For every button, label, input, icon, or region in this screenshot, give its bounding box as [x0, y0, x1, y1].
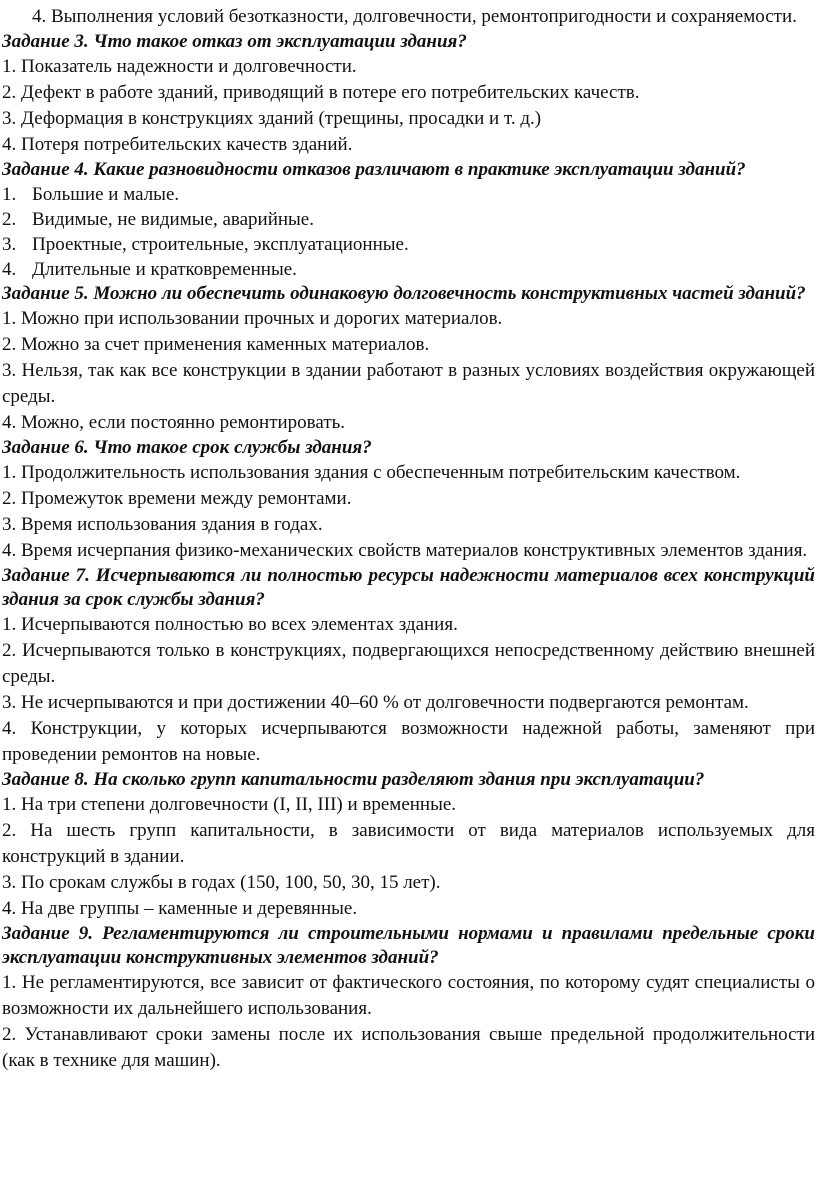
task-3-answer-1: 1. Показатель надежности и долговечности.: [2, 56, 357, 77]
task-4-question: Задание 4. Какие разновидности отказов различают в практике эксплуатации зданий?: [2, 159, 746, 180]
task-7-answer-1: 1. Исчерпываются полностью во всех элементах здания.: [2, 614, 458, 635]
task-8-answer-2: 2. На шесть групп капитальности, в зависимости от вида материалов используемых для конструкций в здании.: [2, 820, 815, 867]
task-8-question: Задание 8. На сколько групп капитальности разделяют здания при эксплуатации?: [2, 769, 705, 790]
list-number: 2.: [2, 209, 17, 230]
task-7-answer-4: 4. Конструкции, у которых исчерпываются возможности надежной работы, заменяют при проведении ремонтов на новые.: [2, 718, 815, 765]
task-7-answer-2: 2. Исчерпываются только в конструкциях, подвергающихся непосредственному действию внешней среды.: [2, 640, 815, 687]
task-9-answer-2: 2. Устанавливают сроки замены после их использования свыше предельной продолжительности (как в технике для машин).: [2, 1024, 815, 1071]
task-9-answer-1: 1. Не регламентируются, все зависит от фактического состояния, по которому судят специалисты о возможности их дальнейшего использования.: [2, 972, 815, 1019]
task-6-answer-2: 2. Промежуток времени между ремонтами.: [2, 488, 352, 509]
task-4-answer-1: [2, 182, 815, 207]
task-6-question: Задание 6. Что такое срок службы здания?: [2, 437, 372, 458]
list-number: 1.: [2, 184, 17, 205]
list-number: 4.: [2, 259, 17, 280]
list-text: Длительные и кратковременные.: [32, 259, 297, 280]
task-5-answer-1: 1. Можно при использовании прочных и дорогих материалов.: [2, 308, 503, 329]
list-text: Проектные, строительные, эксплуатационные.: [32, 234, 409, 255]
task-4-answer-2: [2, 207, 815, 232]
task-9-question: Задание 9. Регламентируются ли строительными нормами и правилами предельные сроки эксплуатации конструктивных элементов зданий?: [2, 923, 815, 968]
list-text: Большие и малые.: [32, 184, 180, 205]
list-text: Видимые, не видимые, аварийные.: [32, 209, 314, 230]
list-number: 3.: [2, 234, 17, 255]
task-6-answer-3: 3. Время использования здания в годах.: [2, 514, 323, 535]
task-5-answer-3: 3. Нельзя, так как все конструкции в здании работают в разных условиях воздействия окружающей среды.: [2, 360, 815, 407]
task-3-answer-2: 2. Дефект в работе зданий, приводящий в потере его потребительских качеств.: [2, 82, 640, 103]
task-7-question: Задание 7. Исчерпываются ли полностью ресурсы надежности материалов всех конструкций здания за срок службы здания?: [2, 565, 815, 610]
task-7-answer-3: 3. Не исчерпываются и при достижении 40–60 % от долговечности подвергаются ремонтам.: [2, 692, 749, 713]
task-5-answer-4: 4. Можно, если постоянно ремонтировать.: [2, 412, 346, 433]
task-8-answer-3: 3. По срокам службы в годах (150, 100, 50, 30, 15 лет).: [2, 872, 441, 893]
task-8-answer-1: 1. На три степени долговечности (I, II, III) и временные.: [2, 794, 457, 815]
intro-paragraph: 4. Выполнения условий безотказности, долговечности, ремонтопригодности и сохраняемости.: [32, 6, 797, 27]
task-4-answer-4: [2, 257, 815, 282]
task-6-answer-1: 1. Продолжительность использования здания с обеспеченным потребительским качеством.: [2, 462, 741, 483]
task-5-question: Задание 5. Можно ли обеспечить одинаковую долговечность конструктивных частей зданий?: [2, 283, 806, 304]
task-5-answer-2: 2. Можно за счет применения каменных материалов.: [2, 334, 430, 355]
task-4-answer-3: [2, 232, 815, 257]
task-8-answer-4: 4. На две группы – каменные и деревянные.: [2, 898, 358, 919]
task-6-answer-4: 4. Время исчерпания физико-механических свойств материалов конструктивных элементов здания.: [2, 540, 808, 561]
task-3-question: Задание 3. Что такое отказ от эксплуатации здания?: [2, 31, 467, 52]
task-3-answer-3: 3. Деформация в конструкциях зданий (трещины, просадки и т. д.): [2, 108, 542, 129]
task-3-answer-4: 4. Потеря потребительских качеств зданий.: [2, 134, 353, 155]
